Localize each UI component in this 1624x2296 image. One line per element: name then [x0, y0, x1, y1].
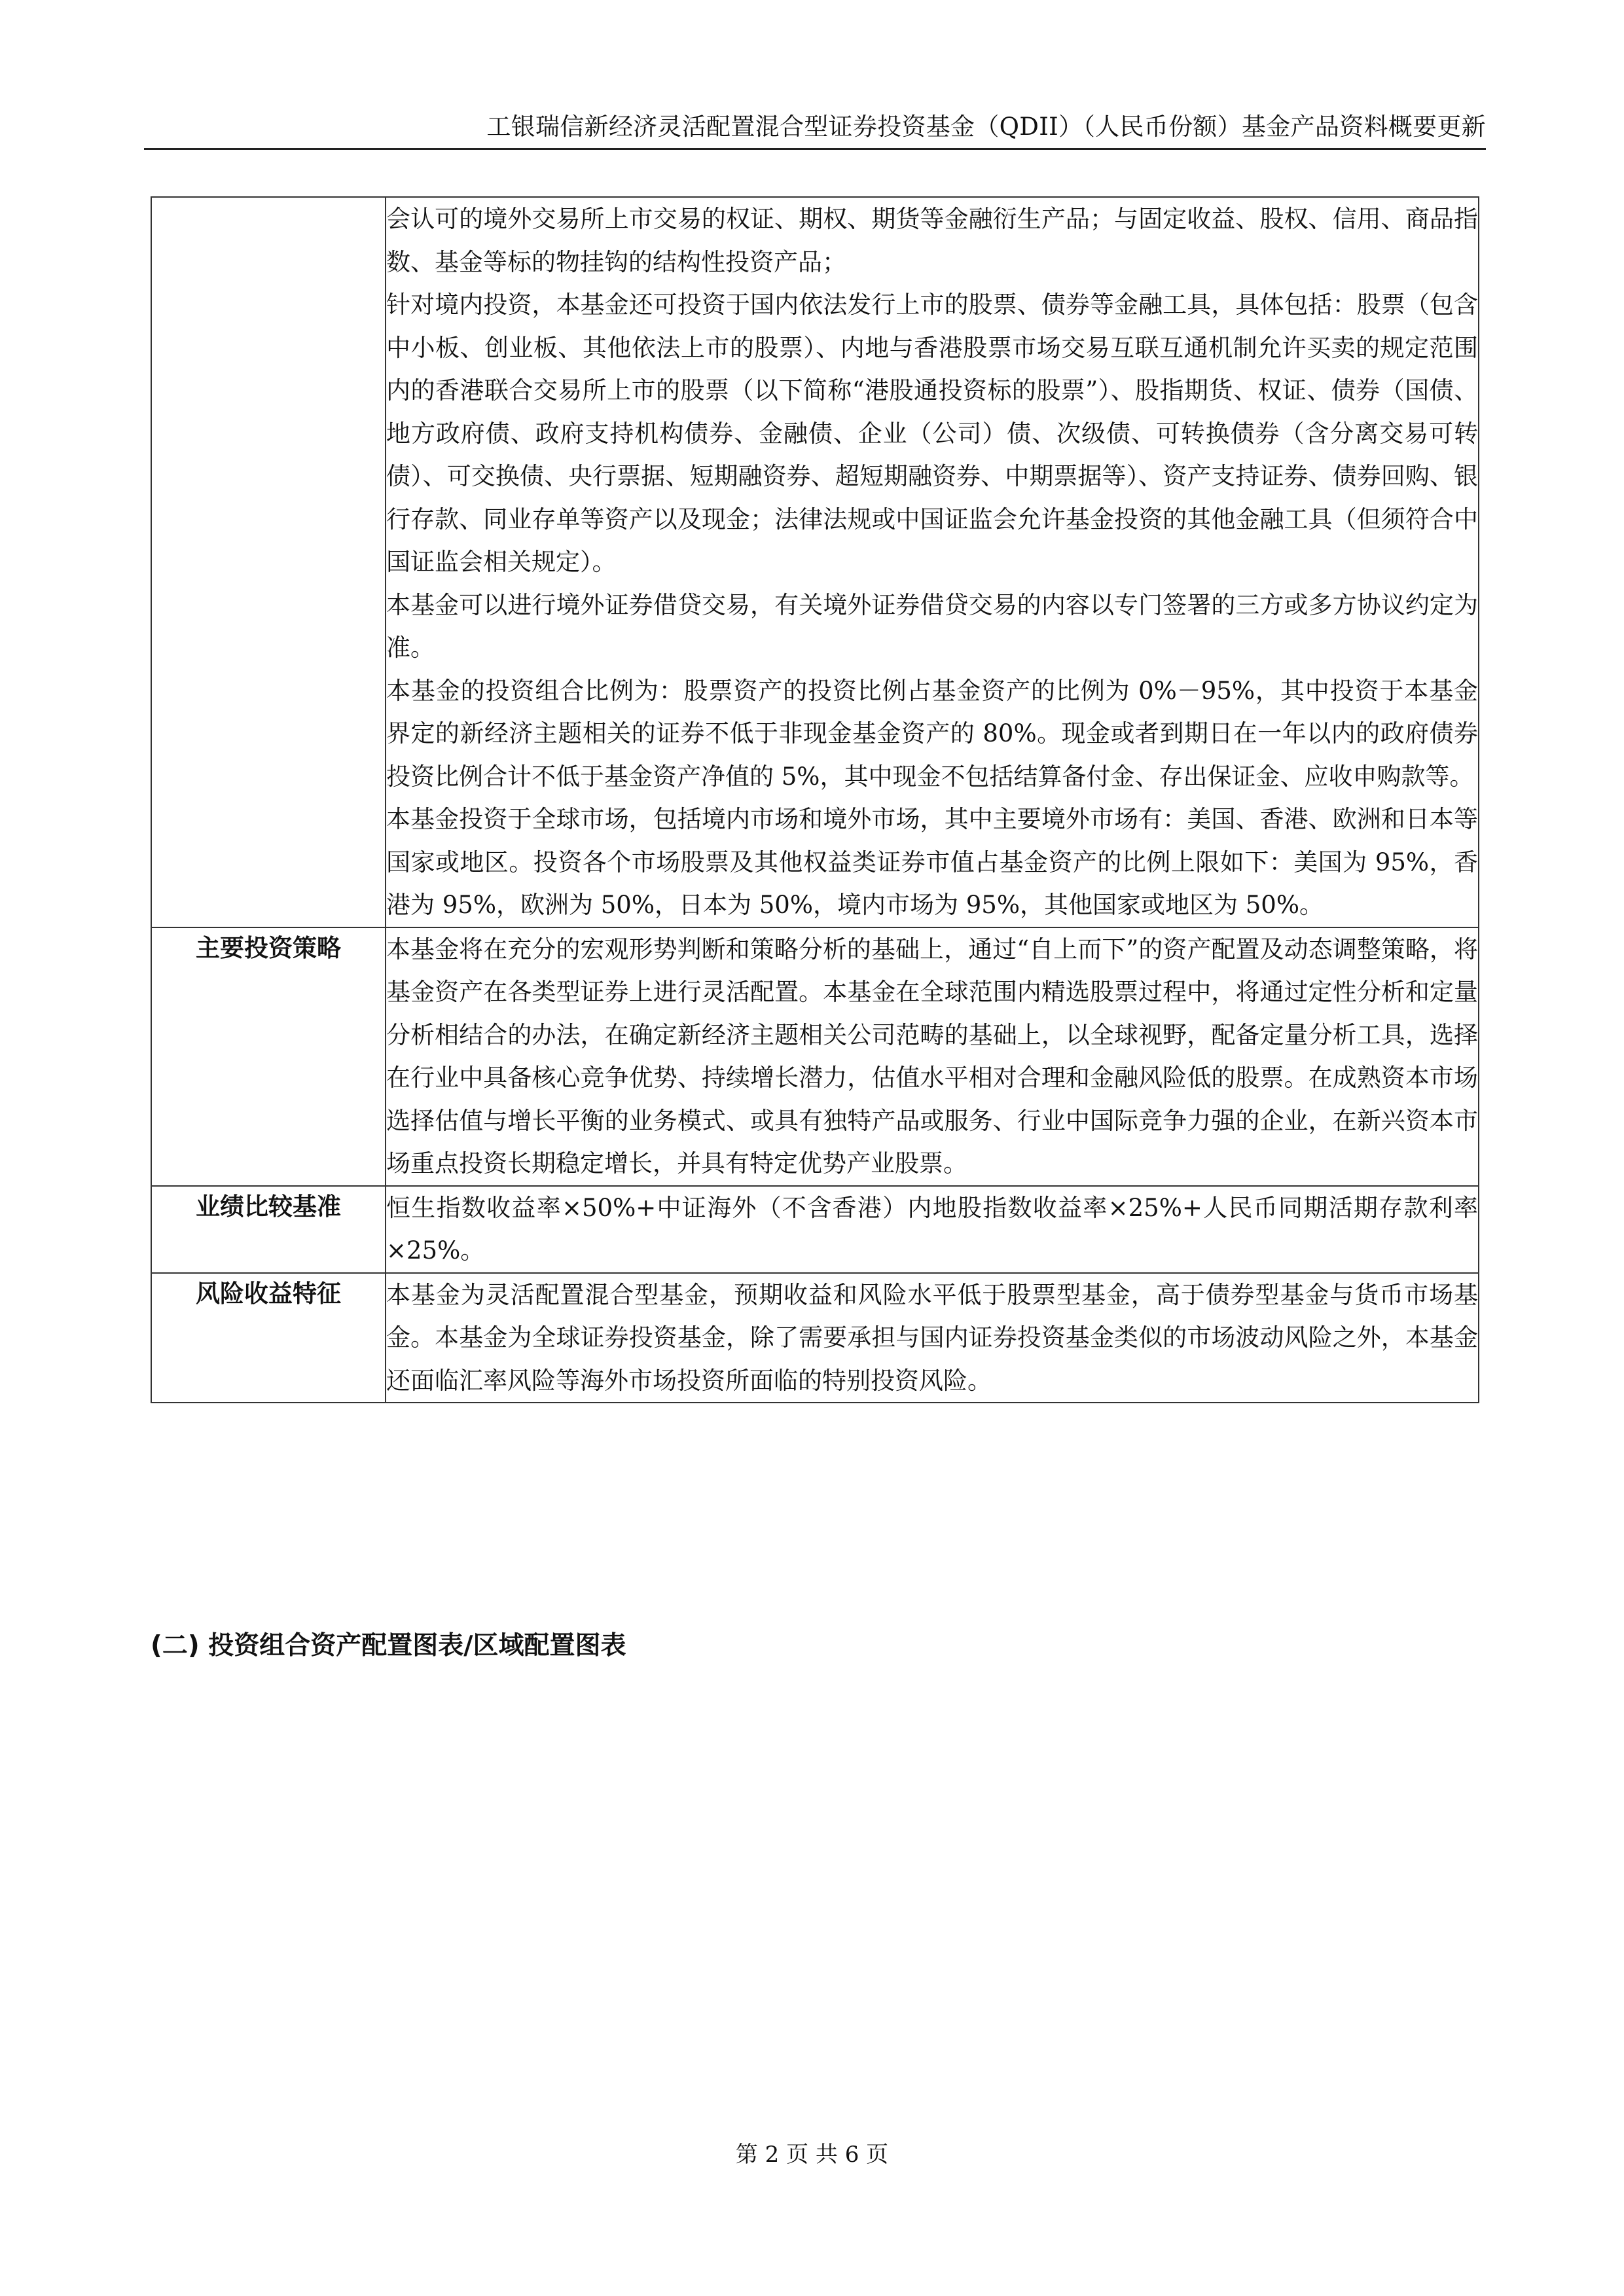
paragraph: 会认可的境外交易所上市交易的权证、期权、期货等金融衍生产品；与固定收益、股权、信用、商品指数、基金等标的物挂钩的结构性投资产品；: [386, 205, 1478, 276]
paragraph: 本基金将在充分的宏观形势判断和策略分析的基础上，通过“自上而下”的资产配置及动态调整策略，将基金资产在各类型证券上进行灵活配置。本基金在全球范围内精选股票过程中，将通过定性分析和定量分析相结合的办法，在确定新经济主题相关公司范畴的基础上，以全球视野，配备定量分析工具，选择在行业中具备核心竞争优势、持续增长潜力，估值水平相对合理和金融风险低的股票。在成熟资本市场选择估值与增长平衡的业务模式、或具有独特产品或服务、行业中国际竞争力强的企业，在新兴资本市场重点投资长期稳定增长，并具有特定优势产业股票。: [386, 935, 1478, 1177]
row-label: 风险收益特征: [151, 1273, 386, 1403]
fund-info-table: [151, 196, 1479, 1403]
table-row-risk-return: [151, 1273, 1479, 1403]
row-label: [151, 197, 386, 927]
row-content: [386, 1273, 1479, 1403]
table-row-investment-strategy: [151, 927, 1479, 1186]
paragraph: 本基金投资于全球市场，包括境内市场和境外市场，其中主要境外市场有：美国、香港、欧洲和日本等国家或地区。投资各个市场股票及其他权益类证券市值占基金资产的比例上限如下：美国为 95%，香港为 95%，欧洲为 50%，日本为 50%，境内市场为 95%，其他国家或地区为 50%。: [386, 805, 1478, 919]
paragraph: 本基金的投资组合比例为：股票资产的投资比例占基金资产的比例为 0%－95%，其中投资于本基金界定的新经济主题相关的证券不低于非现金基金资产的 80%。现金或者到期日在一年以内的政府债券投资比例合计不低于基金资产净值的 5%，其中现金不包括结算备付金、存出保证金、应收申购款等。: [386, 676, 1478, 791]
document-header: 工银瑞信新经济灵活配置混合型证券投资基金（QDII）（人民币份额）基金产品资料概要更新: [486, 113, 1486, 141]
paragraph: 针对境内投资，本基金还可投资于国内依法发行上市的股票、债券等金融工具，具体包括：股票（包含中小板、创业板、其他依法上市的股票）、内地与香港股票市场交易互联互通机制允许买卖的规定范围内的香港联合交易所上市的股票（以下简称“港股通投资标的股票”）、股指期货、权证、债券（国债、地方政府债、政府支持机构债券、金融债、企业（公司）债、次级债、可转换债券（含分离交易可转债）、可交换债、央行票据、短期融资券、超短期融资券、中期票据等）、资产支持证券、债券回购、银行存款、同业存单等资产以及现金；法律法规或中国证监会允许基金投资的其他金融工具（但须符合中国证监会相关规定）。: [386, 291, 1478, 576]
row-content: [386, 927, 1479, 1186]
section-title: (二) 投资组合资产配置图表/区域配置图表: [151, 1631, 626, 1660]
row-content: [386, 1186, 1479, 1273]
row-content: [386, 197, 1479, 927]
table-row-investment-scope-continued: [151, 197, 1479, 927]
page-number: 第 2 页 共 6 页: [735, 2142, 889, 2168]
paragraph: 本基金可以进行境外证券借贷交易，有关境外证券借贷交易的内容以专门签署的三方或多方协议约定为准。: [386, 590, 1478, 662]
table-row-benchmark: [151, 1186, 1479, 1273]
row-label: 业绩比较基准: [151, 1186, 386, 1273]
row-label: 主要投资策略: [151, 927, 386, 1186]
paragraph: 本基金为灵活配置混合型基金，预期收益和风险水平低于股票型基金，高于债券型基金与货币市场基金。本基金为全球证券投资基金，除了需要承担与国内证券投资基金类似的市场波动风险之外，本基金还面临汇率风险等海外市场投资所面临的特别投资风险。: [386, 1280, 1478, 1395]
header-rule: [144, 148, 1486, 150]
paragraph: 恒生指数收益率×50%+中证海外（不含香港）内地股指数收益率×25%+人民币同期活期存款利率×25%。: [386, 1193, 1478, 1265]
